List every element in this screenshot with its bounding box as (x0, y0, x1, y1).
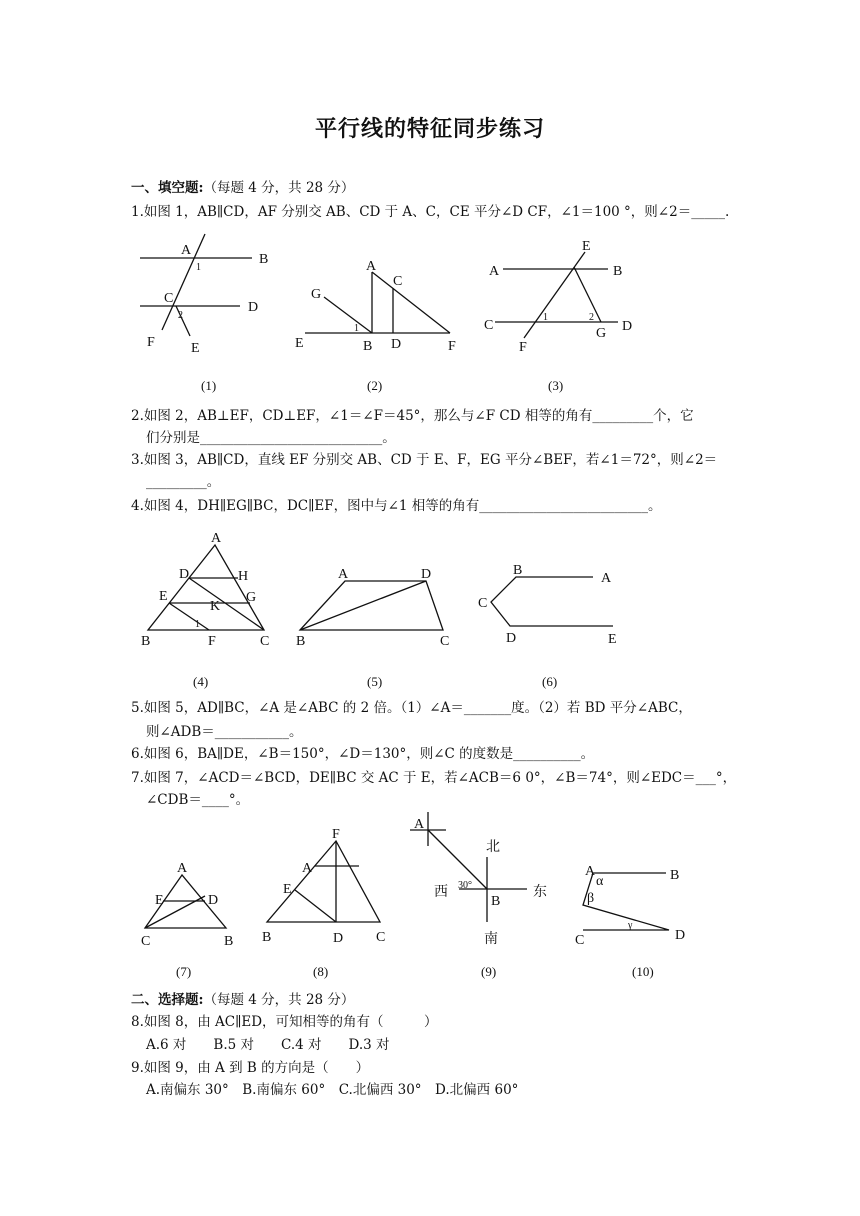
fig2-caption: (2) (367, 378, 383, 393)
question-4: 4.如图 4，DH∥EG∥BC，DC∥EF，图中与∠1 相等的角有_________________________。 (131, 498, 662, 514)
fig4-label-D: D (179, 567, 190, 582)
fig9-angle-30: 30° (458, 880, 472, 891)
fig3-label-D: D (622, 319, 633, 334)
fig4-label-K: K (210, 599, 221, 614)
fig1-label-A: A (181, 243, 192, 258)
fig1-label-F: F (147, 335, 155, 350)
fig1-label-E: E (191, 341, 200, 356)
fig10-label-B: B (670, 868, 680, 883)
fig3-label-E: E (582, 239, 591, 254)
question-5-line-1: 5.如图 5，AD∥BC，∠A 是∠ABC 的 2 倍。（1）∠A＝_______度。（2）若 BD 平分∠ABC， (131, 700, 692, 716)
fig4-label-G: G (246, 590, 257, 605)
fig10-label-C: C (575, 933, 585, 948)
question-2-line-2: 们分别是___________________________。 (146, 430, 396, 446)
fig7-label-B: B (224, 934, 234, 949)
figure-7 (141, 861, 233, 949)
question-7-line-2: ∠CDB＝____°。 (146, 792, 250, 808)
fig5-label-A: A (338, 567, 349, 582)
question-2-line-1: 2.如图 2，AB⊥EF，CD⊥EF，∠1＝∠F＝45°，那么与∠F CD 相等的角有_________个，它 (131, 408, 694, 424)
fig5-label-C: C (440, 634, 450, 649)
fig4-label-F: F (208, 634, 216, 649)
fig7-label-D: D (208, 893, 219, 908)
fig8-label-F: F (332, 827, 340, 842)
fig7-label-A: A (177, 861, 188, 876)
fig6-label-E: E (608, 632, 617, 647)
fig3-angle-1: 1 (543, 312, 548, 323)
fig8-label-B: B (262, 930, 272, 945)
question-8: 8.如图 8，由 AC∥ED，可知相等的角有（ ） (131, 1014, 438, 1030)
question-3-line-2: _________。 (146, 474, 221, 490)
fig9-label-west: 西 (434, 885, 448, 900)
fig9-label-A: A (414, 817, 425, 832)
fig1-caption: (1) (201, 378, 217, 393)
fig4-label-C: C (260, 634, 270, 649)
fig4-caption: (4) (193, 674, 209, 689)
fig2-label-B: B (363, 339, 373, 354)
question-7-line-1: 7.如图 7，∠ACD＝∠BCD，DE∥BC 交 AC 于 E，若∠ACB＝6 0°，∠B＝74°，则∠EDC＝___°， (131, 770, 737, 786)
fig2-label-D: D (391, 337, 402, 352)
fig10-angle-gamma: γ (628, 920, 633, 931)
fig7-label-E: E (155, 893, 164, 908)
fig6-label-A: A (601, 571, 612, 586)
fig6-label-D: D (506, 631, 517, 646)
fig10-label-D: D (675, 928, 686, 943)
fig2-angle-1: 1 (354, 323, 359, 334)
fig10-label-A: A (585, 864, 596, 879)
fig9-label-south: 南 (484, 932, 498, 947)
fig2-label-C: C (393, 274, 403, 289)
figure-10 (575, 864, 685, 948)
fig6-caption: (6) (542, 674, 558, 689)
fig4-angle-1: 1 (195, 619, 200, 630)
fig10-angle-alpha: α (596, 874, 604, 889)
fig3-caption: (3) (548, 378, 564, 393)
question-6: 6.如图 6，BA∥DE，∠B＝150°，∠D＝130°，则∠C 的度数是__________。 (131, 746, 595, 762)
question-9-options: A.南偏东 30° B.南偏东 60° C.北偏西 30° D.北偏西 60° (146, 1082, 519, 1098)
fig9-caption: (9) (481, 964, 497, 979)
fig10-angle-beta: β (587, 891, 595, 906)
fig2-label-A: A (366, 259, 377, 274)
fig5-label-D: D (421, 567, 432, 582)
fig9-label-east: 东 (533, 885, 547, 900)
fig3-label-A: A (489, 264, 500, 279)
fig4-label-E: E (159, 589, 168, 604)
question-5-line-2: 则∠ADB＝___________。 (146, 724, 303, 740)
page-title: 平行线的特征同步练习 (314, 116, 545, 142)
fig1-label-B: B (259, 252, 269, 267)
fig1-label-C: C (164, 291, 174, 306)
fig10-caption: (10) (632, 964, 654, 979)
fig8-label-D: D (333, 931, 344, 946)
fig2-label-G: G (311, 287, 322, 302)
fig2-label-E: E (295, 336, 304, 351)
fig5-caption: (5) (367, 674, 383, 689)
fig3-angle-2: 2 (589, 312, 594, 323)
fig9-label-B: B (491, 894, 501, 909)
section-choice-heading: 二、选择题:（每题 4 分，共 28 分） (131, 992, 355, 1008)
fig8-label-E: E (283, 882, 292, 897)
fig1-label-D: D (248, 300, 259, 315)
fig8-caption: (8) (313, 964, 329, 979)
fig4-label-A: A (211, 531, 222, 546)
fig3-label-F: F (519, 340, 527, 355)
fig7-label-C: C (141, 934, 151, 949)
fig3-label-C: C (484, 318, 494, 333)
fig1-angle-1: 1 (196, 262, 201, 273)
fig6-label-B: B (513, 563, 523, 578)
figure-8 (262, 827, 385, 946)
fig4-label-B: B (141, 634, 151, 649)
fig1-angle-2: 2 (178, 310, 183, 321)
question-1: 1.如图 1，AB∥CD，AF 分别交 AB、CD 于 A、C，CE 平分∠D CF，∠1＝100 °，则∠2＝_____. (131, 204, 730, 220)
section-fill-heading: 一、填空题:（每题 4 分，共 28 分） (131, 180, 355, 196)
question-3-line-1: 3.如图 3，AB∥CD，直线 EF 分别交 AB、CD 于 E、F，EG 平分∠BEF，若∠1＝72°，则∠2＝ (131, 452, 718, 468)
fig3-label-B: B (613, 264, 623, 279)
fig8-label-A: A (302, 861, 313, 876)
fig9-label-north: 北 (486, 840, 500, 855)
fig2-label-F: F (448, 339, 456, 354)
fig5-label-B: B (296, 634, 306, 649)
fig7-caption: (7) (176, 964, 192, 979)
fig3-label-G: G (596, 326, 607, 341)
fig8-label-C: C (376, 930, 386, 945)
question-8-options: A.6 对 B.5 对 C.4 对 D.3 对 (146, 1037, 390, 1053)
fig6-label-C: C (478, 596, 488, 611)
figure-9 (410, 812, 547, 947)
question-9: 9.如图 9，由 A 到 B 的方向是（ ） (131, 1060, 370, 1076)
fig4-label-H: H (238, 569, 249, 584)
